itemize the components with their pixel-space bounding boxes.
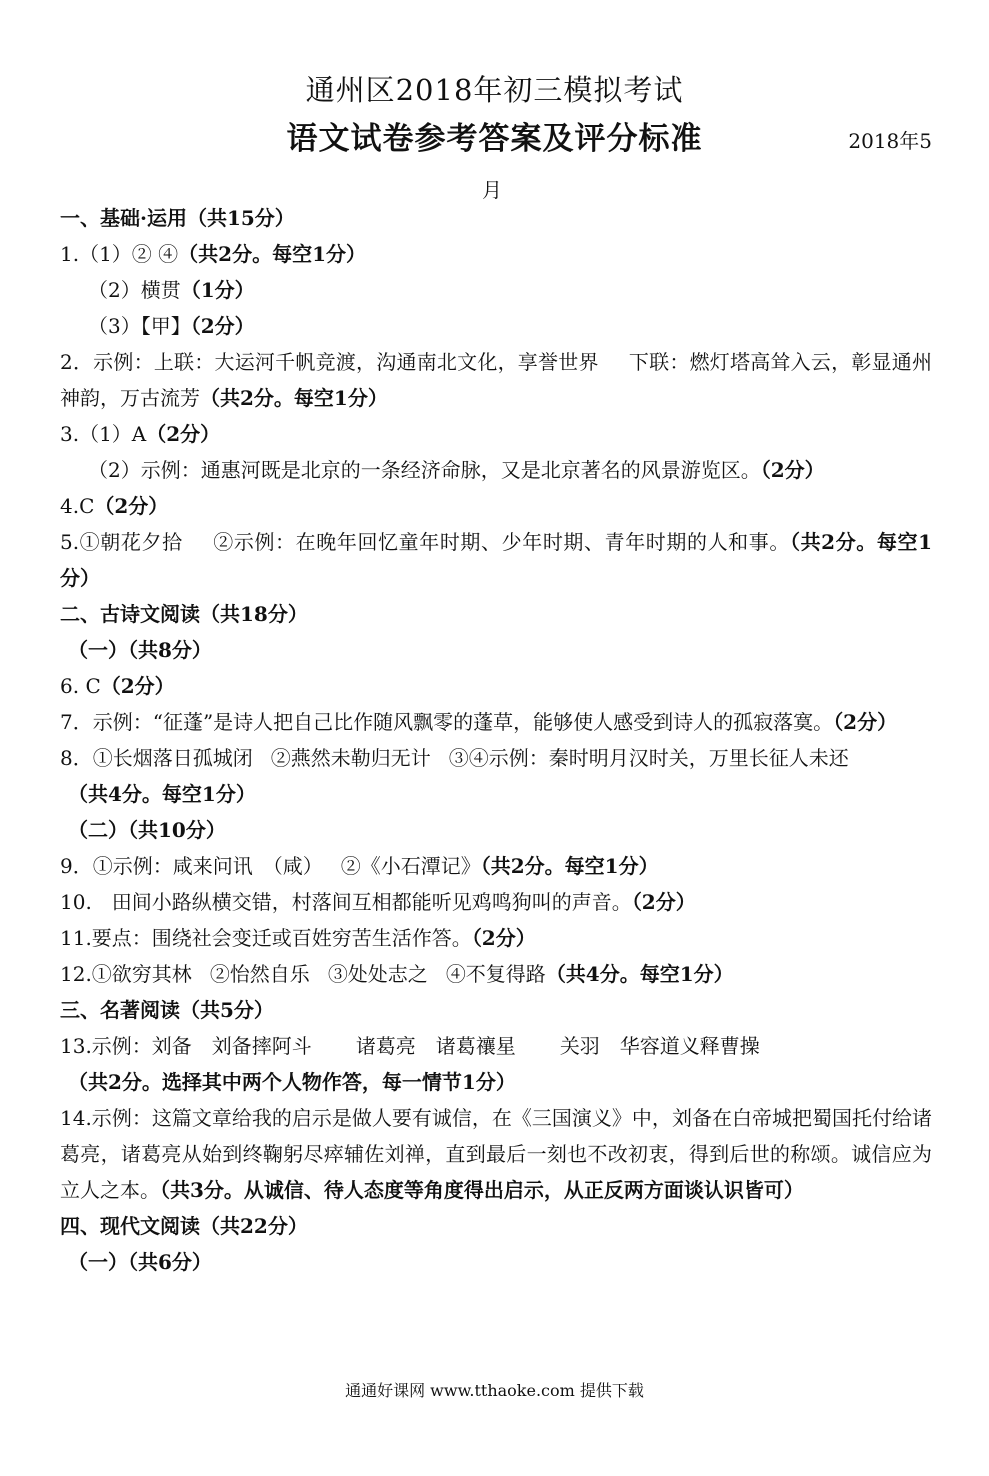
answer-text: 7．示例：“征蓬”是诗人把自己比作随风飘零的蓬草，能够使人感受到诗人的孤寂落寞。: [60, 710, 834, 734]
score-note: （2分）: [100, 674, 175, 698]
subsection-heading-4-1: （一）（共6分）: [68, 1250, 212, 1274]
answer-q3-2: [60, 452, 932, 488]
answer-text: 2．示例：上联：大运河千帆竞渡，沟通南北文化，享誉世界: [60, 350, 599, 374]
section-heading-1: 一、基础·运用（共15分）: [60, 206, 295, 230]
answer-text: （2）横贯: [88, 278, 181, 302]
answer-q3-1: [60, 416, 932, 452]
answer-q1-1: [60, 236, 932, 272]
answer-text: 诸葛亮 诸葛禳星: [355, 1034, 516, 1058]
answer-text: 关羽 华容道义释曹操: [559, 1034, 760, 1058]
date-year-month: 2018年5: [848, 129, 932, 153]
answer-text: 下联：燃灯塔高耸入云，彰显通州神韵，万古流芳: [60, 350, 932, 410]
answer-text: ②示例：在晚年回忆童年时期、少年时期、青年时期的人和事。: [212, 530, 790, 554]
answer-text: 13.示例：刘备 刘备摔阿斗: [60, 1034, 312, 1058]
answer-text: ②怡然自乐: [209, 962, 310, 986]
score-note-q13: （共2分。选择其中两个人物作答，每一情节1分）: [68, 1070, 516, 1094]
section-heading-2: 二、古诗文阅读（共18分）: [60, 602, 308, 626]
exam-title: 通州区2018年初三模拟考试: [305, 73, 684, 107]
answer-q13: [60, 1028, 932, 1064]
score-note: （共4分。每空1分）: [545, 962, 734, 986]
score-note: （2分）: [760, 458, 825, 482]
score-note: （2分）: [146, 422, 221, 446]
answer-body: [60, 200, 932, 1280]
page-footer: 通通好课网 www.tthaoke.com 提供下载: [345, 1381, 644, 1400]
answer-text: 8．①长烟落日孤城闭: [60, 746, 253, 770]
answer-q5: [60, 524, 932, 596]
answer-text: 5.①朝花夕拾: [60, 530, 183, 554]
answer-text: ④不复得路: [445, 962, 546, 986]
answer-q14: [60, 1100, 932, 1208]
answer-q11: [60, 920, 932, 956]
answer-text: ②燕然未勒归无计: [270, 746, 431, 770]
answer-text: ②《小石潭记》: [340, 854, 481, 878]
answer-q9: [60, 848, 932, 884]
answer-q10: [60, 884, 932, 920]
answer-text: 3.（1）A: [60, 422, 147, 446]
answer-text: 10. 田间小路纵横交错，村落间互相都能听见鸡鸣狗叫的声音。: [60, 890, 632, 914]
score-note: （共2分。每空1分）: [200, 386, 388, 410]
answer-q2: [60, 344, 932, 416]
subsection-heading-2-2: （二）（共10分）: [68, 818, 226, 842]
section-heading-3: 三、名著阅读（共5分）: [60, 998, 274, 1022]
score-note: （共3分。从诚信、待人态度等角度得出启示，从正反两方面谈认识皆可）: [160, 1178, 804, 1202]
answer-text: 14.示例：这篇文章给我的启示是做人要有诚信，在《三国演义》中，刘备在白帝城把蜀国托付给诸葛亮，诸葛亮从始到终鞠躬尽瘁辅佐刘禅，直到最后一刻也不改初衷，得到后世的称颂。诚信应为立人之本。: [60, 1106, 932, 1202]
answer-q8: [60, 740, 932, 776]
date-month-char: 月: [482, 178, 502, 202]
answer-text: 6. C: [60, 674, 101, 698]
score-note: （2分）: [94, 494, 169, 518]
score-note: （共2分。每空1分）: [480, 854, 659, 878]
answer-q6: [60, 668, 932, 704]
answer-text: （3）【甲】: [88, 314, 191, 338]
answer-text: 11.要点：围绕社会变迁或百姓穷苦生活作答。: [60, 926, 472, 950]
subsection-heading-2-1: （一）（共8分）: [68, 638, 212, 662]
score-note: （2分）: [190, 314, 255, 338]
answer-text: 1.（1）② ④: [60, 242, 179, 266]
answer-key-title: 语文试卷参考答案及评分标准: [286, 121, 703, 157]
answer-q4: [60, 488, 932, 524]
score-note: （1分）: [180, 278, 255, 302]
score-note: （2分）: [631, 890, 696, 914]
section-heading-4: 四、现代文阅读（共22分）: [60, 1214, 308, 1238]
answer-q12: [60, 956, 932, 992]
score-note: （共2分。每空1分）: [60, 530, 932, 590]
answer-q7: [60, 704, 932, 740]
answer-q1-2: [60, 272, 932, 308]
answer-text: 9．①示例：咸来问讯 （咸）: [60, 854, 323, 878]
answer-text: 12.①欲穷其林: [60, 962, 192, 986]
score-note: （2分）: [833, 710, 898, 734]
score-note-q8: （共4分。每空1分）: [68, 782, 256, 806]
score-note: （共2分。每空1分）: [178, 242, 367, 266]
answer-text: （2）示例：通惠河既是北京的一条经济命脉，又是北京著名的风景游览区。: [88, 458, 761, 482]
answer-text: ③处处志之: [327, 962, 428, 986]
answer-text: 4.C: [60, 494, 95, 518]
answer-q1-3: [60, 308, 932, 344]
answer-text: ③④示例：秦时明月汉时关，万里长征人未还: [448, 746, 849, 770]
score-note: （2分）: [471, 926, 536, 950]
